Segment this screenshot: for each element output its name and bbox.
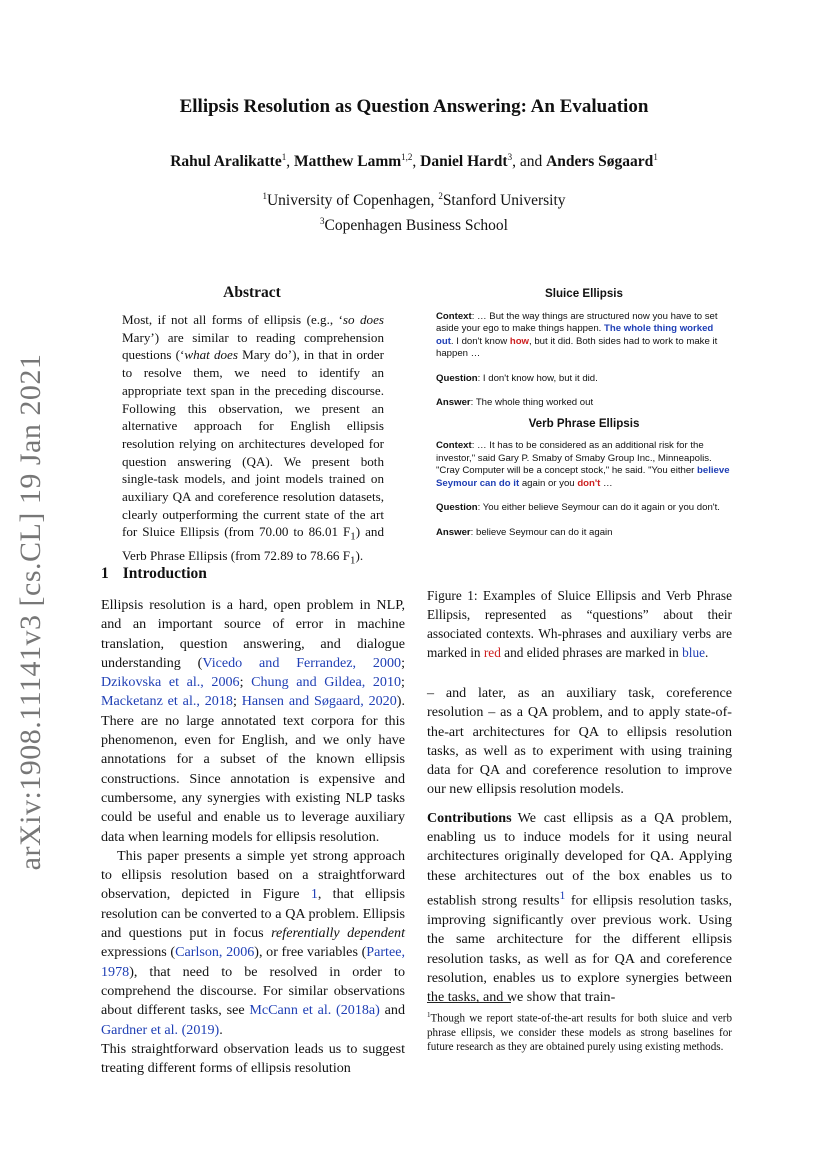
citation-link[interactable]: Chung and Gildea, 2010 <box>251 674 402 691</box>
abstract-italic: what does <box>184 347 238 363</box>
text: ; <box>401 654 405 671</box>
emphasis: referentially dependent <box>271 925 405 942</box>
text: : … It has to be considered as an additional risk for the investor," said Gary P. Smaby of Smaby Group Inc., Minneapolis. "Cray Computer will be a concept stock," he said. "You either <box>436 440 712 476</box>
paragraph: This straightforward observation leads us to suggest treating different forms of ellipsis resolution <box>101 1040 405 1077</box>
abstract-text: ) and Verb Phrase Ellipsis (from 72.89 to 78.66 F <box>122 524 384 563</box>
text: ; <box>401 674 405 691</box>
abstract-italic: so does <box>342 312 384 327</box>
paragraph <box>101 847 405 1040</box>
text: ; <box>239 674 252 691</box>
text: again or you <box>519 477 578 489</box>
aff-text: Copenhagen Business School <box>324 217 508 235</box>
figure-vpe-answer <box>436 527 732 540</box>
aff-sup: 3 <box>320 216 325 227</box>
text: We cast ellipsis as a QA problem, enabling us to induce models for it using neural architectures originally developed for QA. Applying these architectures out of the box enables us to establish strong results <box>427 809 732 909</box>
section-number: 1 <box>101 565 109 582</box>
text: red <box>483 645 501 660</box>
figure-vpe-context <box>436 440 732 490</box>
text: ), or free variables ( <box>254 944 367 961</box>
text: blue <box>682 645 706 660</box>
text: , but it did. Both sides had to work to make it happen … <box>436 335 718 359</box>
citation-link[interactable]: Gardner et al. (2019) <box>101 1021 220 1038</box>
text: … <box>600 477 613 489</box>
wh-phrase: how <box>509 335 530 347</box>
abstract-body <box>122 311 384 570</box>
label: Answer <box>436 526 471 538</box>
author-list: Rahul Aralikatte$^1$, Matthew Lamm$^{1,2}$, Daniel Hardt$^3$, and Anders Søgaard$^1$ <box>170 152 658 171</box>
label: Answer <box>436 397 471 408</box>
figure-vpe-question <box>436 502 732 515</box>
affiliation-line-1 <box>0 186 828 211</box>
figure-sluice-answer <box>436 397 732 410</box>
figure-1 <box>436 288 732 551</box>
citation-link[interactable]: Carlson, 2006 <box>175 944 255 961</box>
citation-link[interactable]: Dzikovska et al., 2006 <box>101 674 240 691</box>
abstract-text: Most, if not all forms of ellipsis (e.g., ‘ <box>122 312 343 327</box>
paragraph <box>101 596 405 847</box>
text: and <box>379 1002 405 1019</box>
author-sup: 1 <box>653 152 658 162</box>
citation-link[interactable]: Partee, 1978 <box>101 944 406 980</box>
paragraph-contributions <box>427 809 732 1008</box>
abstract-sub: 1 <box>350 554 356 567</box>
label: Context <box>436 310 472 322</box>
text: ). There are no large annotated text corpora for this phenomenon, even for English, and we only have annotations for a subset of the known ellipsis constructions. Since annotation is expensive and cumbersome, any synergies with existing NLP tasks could be useful and enable us to leverage auxiliary data when learning models for ellipsis resolution. <box>101 693 405 845</box>
label: Question <box>436 372 478 384</box>
footnote-mark: 1 <box>427 1011 431 1019</box>
abstract-heading: Abstract <box>223 284 281 301</box>
citation-link[interactable]: McCann et al. (2018a) <box>249 1002 380 1019</box>
text: This paper presents a simple yet strong approach to ellipsis resolution based on a straightforward observation, depicted in Figure <box>101 847 405 903</box>
elided-phrase: believe Seymour can do it <box>436 465 730 489</box>
text: : You either believe Seymour can do it again or you don't. <box>477 502 720 513</box>
abstract-text: Mary’) are similar to reading comprehension questions (‘ <box>122 329 384 363</box>
paragraph: – and later, as an auxiliary task, coreference resolution – as a QA problem, and to apply state-of-the-art architectures for QA to ellipsis resolution tasks, as well as to experiment with using training data for QA and coreference resolution to improve our new ellipsis resolution models. <box>427 685 732 798</box>
elided-phrase: The whole thing worked out <box>436 323 714 347</box>
author-name: Daniel Hardt <box>420 153 508 171</box>
aff-sup: 2 <box>438 191 443 201</box>
text: . <box>219 1021 223 1038</box>
author-sup: 3 <box>507 152 513 162</box>
section-heading-introduction <box>101 565 411 583</box>
text: . I don't know <box>450 335 510 347</box>
figure-sluice-context <box>436 311 732 361</box>
author-sup: 1 <box>281 152 287 162</box>
footnote-text: Though we report state-of-the-art results for both sluice and verb phrase ellipsis, we consider these models as strong baselines for future research as they are obtained purely using existing methods. <box>427 1012 732 1054</box>
citation-link[interactable]: Vicedo and Ferrandez, 2000 <box>202 654 402 671</box>
author-name: Rahul Aralikatte <box>170 153 282 171</box>
text: : The whole thing worked out <box>470 397 594 408</box>
footnote-ref-link[interactable]: 1 <box>559 888 566 902</box>
text: and elided phrases are marked in <box>500 645 683 660</box>
arxiv-stamp-text: arXiv:1908.11141v3 [cs.CL] 19 Jan 2021 <box>14 353 47 871</box>
affiliations <box>0 186 828 236</box>
figure-caption <box>427 586 732 662</box>
figure-sluice-question <box>436 373 732 386</box>
label: Question <box>436 502 478 513</box>
footnote-divider <box>427 1002 511 1003</box>
text: ; <box>232 693 242 710</box>
citation-link[interactable]: Macketanz et al., 2018 <box>101 693 233 710</box>
text: , that ellipsis resolution can be converted to a QA problem. Ellipsis and questions put in focus <box>101 886 405 942</box>
aff-text: Stanford University <box>442 192 566 210</box>
aff-text: University of Copenhagen, <box>266 192 439 210</box>
aff-sup: 1 <box>262 191 267 201</box>
author-sup: 1,2 <box>401 152 413 162</box>
citation-link[interactable]: Hansen and Søgaard, 2020 <box>241 693 397 710</box>
text: : I don't know how, but it did. <box>477 372 598 384</box>
run-in-heading: Contributions <box>427 809 512 826</box>
text: ), that need to be resolved in order to comprehend the discourse. For similar observations about different tasks, see <box>101 963 405 1019</box>
section-title: Introduction <box>122 565 207 582</box>
figure-vpe-heading: Verb Phrase Ellipsis <box>528 416 640 430</box>
text: for ellipsis resolution tasks, improving significantly over previous work. Using the same architecture for the different ellipsis resolution tasks, as well as for QA and coreference resolution, enables us to explore synergies between the tasks, and we show that train- <box>427 892 732 1006</box>
auxiliary-verb: don't <box>577 477 601 489</box>
abstract-sub: 1 <box>350 531 356 544</box>
author-name: Anders Søgaard <box>546 153 654 171</box>
text: : … But the way things are structured now you have to set aside your ego to make things happen. <box>436 310 718 334</box>
figure-ref-link[interactable]: 1 <box>310 886 318 903</box>
label: Context <box>436 440 472 451</box>
figure-sluice-heading: Sluice Ellipsis <box>545 287 623 300</box>
text: expressions ( <box>101 944 176 961</box>
text: . <box>705 645 709 660</box>
text: : believe Seymour can do it again <box>470 526 613 538</box>
author-name: Matthew Lamm <box>293 153 402 171</box>
affiliation-line-2 <box>0 211 828 236</box>
footnote <box>427 1008 732 1054</box>
right-column-body <box>427 684 732 1016</box>
abstract-text: Mary do’), in that in order to resolve them, we need to identify an appropriate text span in the preceding discourse. Following this observation, we present an alternative approach for English ellipsis resolution relying on architectures developed for question answering (QA). We present both single-task models, and joint models trained on auxiliary QA and coreference resolution datasets, clearly outperforming the current state of the art for Sluice Ellipsis (from 70.00 to 86.01 F <box>122 347 384 540</box>
text: Ellipsis resolution is a hard, open problem in NLP, and an important source of error in machine translation, question answering, and dialogue understanding ( <box>101 597 405 671</box>
left-column-body <box>101 596 405 1078</box>
abstract-text: ). <box>355 547 364 563</box>
paper-title: Ellipsis Resolution as Question Answering: An Evaluation <box>179 96 649 117</box>
text: Figure 1: Examples of Sluice Ellipsis and Verb Phrase Ellipsis, represented as “questions” about their associated contexts. Wh-phrases and auxiliary verbs are marked in <box>427 588 732 660</box>
